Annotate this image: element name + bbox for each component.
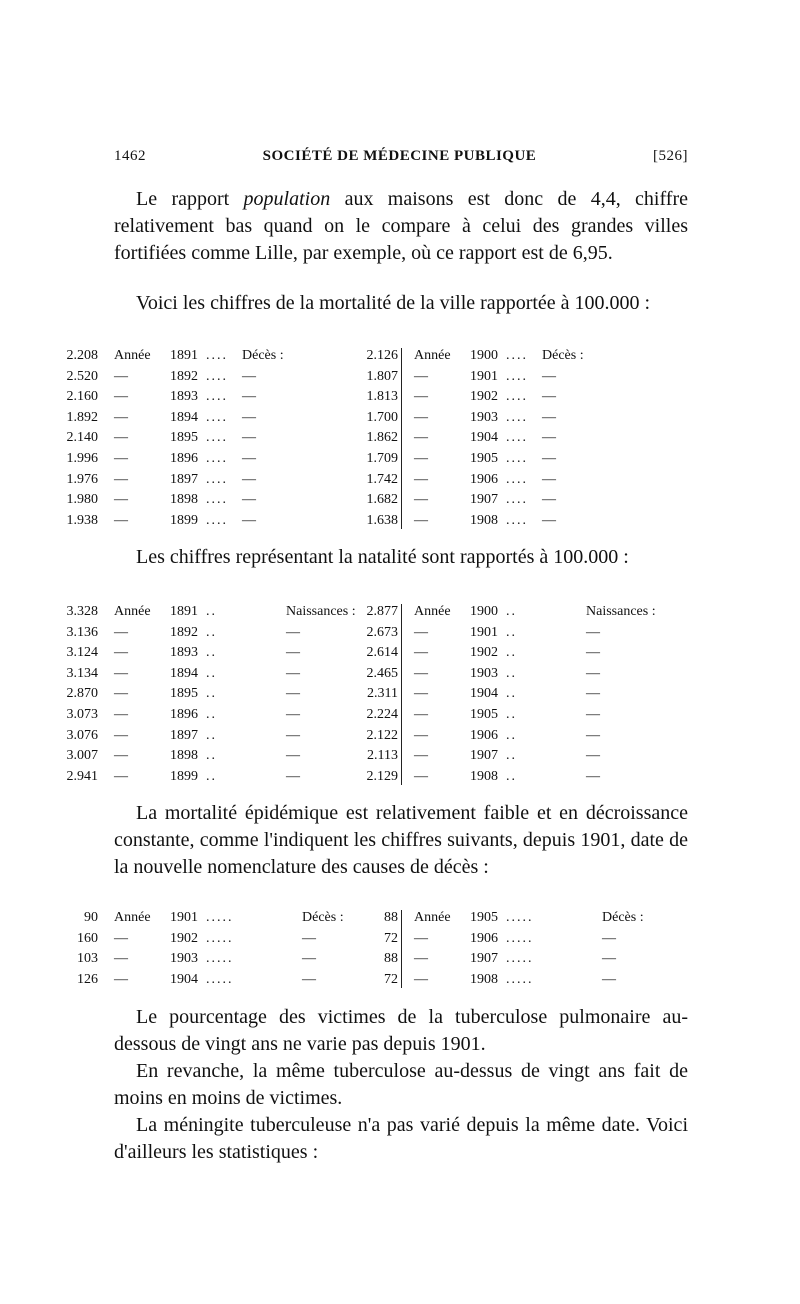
mortality-table [66, 346, 690, 532]
row-value: 3.073 [66, 706, 98, 722]
row-value: 3.134 [66, 665, 98, 681]
row-kind: — [542, 368, 556, 384]
leader-dots: ..... [506, 951, 534, 967]
row-kind: — [602, 930, 616, 946]
row-kind: — [242, 450, 256, 466]
row-value: 2.311 [367, 686, 398, 702]
row-label: — [414, 706, 428, 722]
row-label: — [114, 706, 128, 722]
row-kind: Décès : [302, 910, 344, 925]
row-value: 2.140 [66, 430, 98, 446]
epidemic-column-divider [401, 910, 402, 988]
leader-dots: .... [506, 409, 528, 425]
row-kind: — [286, 727, 300, 743]
leader-dots: .... [206, 368, 228, 384]
row-label: — [114, 748, 128, 764]
row-value: 1.980 [66, 492, 98, 508]
row-kind: — [542, 430, 556, 446]
row-year: 1894 [170, 409, 198, 425]
row-kind: — [586, 624, 600, 640]
row-kind: — [302, 951, 316, 967]
leader-dots: .. [206, 748, 217, 764]
row-kind: — [542, 471, 556, 487]
row-label: — [114, 389, 128, 405]
paragraph-mortality-intro: Voici les chiffres de la mortalité de la ville rapportée à 100.000 : [136, 292, 651, 314]
row-kind: — [286, 686, 300, 702]
row-value: 2.122 [366, 727, 398, 743]
row-kind: — [242, 389, 256, 405]
leader-dots: .... [206, 409, 228, 425]
leader-dots: .. [506, 665, 517, 681]
row-year: 1907 [470, 951, 498, 967]
row-year: 1903 [470, 409, 498, 425]
row-year: 1902 [470, 389, 498, 405]
row-year: 1900 [470, 348, 498, 363]
row-label: — [414, 368, 428, 384]
row-year: 1904 [470, 686, 498, 702]
row-label: — [114, 430, 128, 446]
leader-dots: .. [506, 645, 517, 661]
leader-dots: .... [506, 348, 528, 363]
leader-dots: .... [206, 450, 228, 466]
row-value: 2.129 [366, 768, 398, 784]
row-kind: — [586, 748, 600, 764]
row-year: 1901 [470, 624, 498, 640]
leader-dots: .. [506, 624, 517, 640]
leader-dots: ..... [206, 930, 234, 946]
row-value: 1.638 [366, 512, 398, 528]
row-value: 1.700 [366, 409, 398, 425]
row-kind: — [242, 430, 256, 446]
p1-rest: aux maisons est donc de 4,4, chiffre relativement bas quand on le compare à celui des grandes villes fortifiées comme Lille, par exemple, où ce rapport est de 6,95. [114, 188, 688, 264]
row-value: 2.614 [366, 645, 398, 661]
row-year: 1891 [170, 348, 198, 363]
row-year: 1903 [170, 951, 198, 967]
row-kind: — [542, 492, 556, 508]
row-value: 2.870 [66, 686, 98, 702]
leader-dots: ..... [506, 930, 534, 946]
row-year: 1899 [170, 768, 198, 784]
leader-dots: .... [206, 389, 228, 405]
leader-dots: .... [206, 492, 228, 508]
page-number: 1462 [114, 148, 146, 164]
row-year: 1907 [470, 748, 498, 764]
leader-dots: .. [506, 604, 517, 619]
paragraph-population-ratio [114, 186, 688, 267]
row-value: 160 [77, 930, 98, 946]
leader-dots: ..... [506, 910, 534, 925]
paragraph-epidemic-mortality: La mortalité épidémique est relativement faible et en décroissance constante, comme l'indiquent les chiffres suivants, depuis 1901, date de la nouvelle nomenclature des causes de décès : [114, 802, 688, 878]
row-year: 1897 [170, 727, 198, 743]
row-kind: — [586, 727, 600, 743]
row-kind: — [242, 368, 256, 384]
row-year: 1891 [170, 604, 198, 619]
row-kind: — [586, 665, 600, 681]
leader-dots: .... [506, 389, 528, 405]
row-year: 1895 [170, 430, 198, 446]
row-year: 1901 [470, 368, 498, 384]
paragraph-tubercular-meningitis: La méningite tuberculeuse n'a pas varié depuis la même date. Voici d'ailleurs les statistiques : [114, 1114, 688, 1163]
row-value: 2.160 [66, 389, 98, 405]
row-label: Année [414, 910, 451, 925]
leader-dots: .. [206, 624, 217, 640]
row-label: Année [114, 348, 151, 363]
leader-dots: .. [206, 686, 217, 702]
row-kind: — [242, 409, 256, 425]
row-value: 3.136 [66, 624, 98, 640]
row-year: 1899 [170, 512, 198, 528]
row-kind: Naissances : [286, 604, 356, 619]
row-label: — [414, 409, 428, 425]
row-kind: — [586, 686, 600, 702]
row-value: 2.113 [367, 748, 398, 764]
row-kind: — [602, 971, 616, 987]
row-label: — [414, 748, 428, 764]
row-year: 1906 [470, 930, 498, 946]
leader-dots: .. [506, 727, 517, 743]
leader-dots: .. [506, 748, 517, 764]
paragraph-tuberculosis-under-twenty: Le pourcentage des victimes de la tuberculose pulmonaire au-dessous de vingt ans ne varie pas depuis 1901. [114, 1006, 688, 1055]
row-label: — [114, 971, 128, 987]
row-label: — [414, 665, 428, 681]
p1-lead: Le rapport [136, 188, 244, 210]
leader-dots: .. [206, 727, 217, 743]
row-year: 1908 [470, 768, 498, 784]
row-year: 1897 [170, 471, 198, 487]
row-label: — [414, 727, 428, 743]
row-label: — [414, 645, 428, 661]
row-year: 1895 [170, 686, 198, 702]
row-year: 1905 [470, 706, 498, 722]
natality-column-divider [401, 604, 402, 785]
row-value: 3.124 [66, 645, 98, 661]
row-kind: — [542, 409, 556, 425]
leader-dots: .... [506, 368, 528, 384]
row-label: — [414, 686, 428, 702]
leader-dots: .... [506, 492, 528, 508]
row-year: 1901 [170, 910, 198, 925]
row-year: 1906 [470, 727, 498, 743]
natality-table [66, 602, 690, 788]
row-kind: — [286, 624, 300, 640]
leader-dots: .... [506, 430, 528, 446]
row-value: 2.520 [66, 368, 98, 384]
row-value: 1.862 [366, 430, 398, 446]
row-label: — [114, 768, 128, 784]
running-header [114, 148, 688, 165]
row-value: 72 [384, 930, 398, 946]
row-value: 2.126 [366, 348, 398, 363]
row-kind: — [302, 971, 316, 987]
row-kind: — [286, 768, 300, 784]
row-kind: — [586, 706, 600, 722]
leader-dots: ..... [206, 910, 234, 925]
journal-title: SOCIÉTÉ DE MÉDECINE PUBLIQUE [262, 148, 537, 164]
row-kind: — [286, 706, 300, 722]
row-kind: — [286, 748, 300, 764]
row-label: — [414, 389, 428, 405]
row-kind: — [242, 492, 256, 508]
row-year: 1908 [470, 512, 498, 528]
row-label: Année [114, 910, 151, 925]
row-year: 1900 [470, 604, 498, 619]
row-year: 1893 [170, 389, 198, 405]
leader-dots: .. [206, 645, 217, 661]
leader-dots: .... [206, 430, 228, 446]
paragraph-tuberculosis-over-twenty: En revanche, la même tuberculose au-dessus de vingt ans fait de moins en moins de victimes. [114, 1060, 688, 1109]
mortality-column-divider [401, 348, 402, 529]
row-year: 1892 [170, 368, 198, 384]
leader-dots: .. [206, 604, 217, 619]
p1-italic: population [243, 188, 331, 210]
row-label: — [414, 624, 428, 640]
row-value: 1.709 [366, 450, 398, 466]
row-year: 1907 [470, 492, 498, 508]
leader-dots: .... [206, 348, 228, 363]
row-year: 1893 [170, 645, 198, 661]
row-label: — [414, 492, 428, 508]
row-value: 126 [77, 971, 98, 987]
row-kind: Décès : [542, 348, 584, 363]
row-label: — [114, 686, 128, 702]
row-year: 1892 [170, 624, 198, 640]
row-value: 3.076 [66, 727, 98, 743]
row-label: Année [114, 604, 151, 619]
row-year: 1904 [170, 971, 198, 987]
row-label: — [114, 645, 128, 661]
row-kind: — [602, 951, 616, 967]
row-value: 2.465 [366, 665, 398, 681]
leader-dots: .... [506, 450, 528, 466]
row-value: 2.673 [366, 624, 398, 640]
row-year: 1898 [170, 492, 198, 508]
row-year: 1902 [170, 930, 198, 946]
row-label: — [414, 512, 428, 528]
row-label: — [114, 368, 128, 384]
row-year: 1894 [170, 665, 198, 681]
row-value: 88 [384, 951, 398, 967]
row-year: 1906 [470, 471, 498, 487]
row-label: — [114, 727, 128, 743]
row-kind: — [302, 930, 316, 946]
row-kind: — [286, 665, 300, 681]
row-value: 1.807 [366, 368, 398, 384]
row-year: 1903 [470, 665, 498, 681]
row-kind: — [242, 471, 256, 487]
leader-dots: ..... [506, 971, 534, 987]
row-value: 3.328 [66, 604, 98, 619]
leader-dots: .. [206, 665, 217, 681]
row-value: 1.813 [366, 389, 398, 405]
leader-dots: .. [506, 686, 517, 702]
row-label: — [114, 512, 128, 528]
row-label: — [414, 930, 428, 946]
row-label: — [114, 409, 128, 425]
leader-dots: .... [206, 512, 228, 528]
row-label: — [114, 665, 128, 681]
row-kind: — [542, 512, 556, 528]
row-label: — [114, 951, 128, 967]
leader-dots: .. [206, 768, 217, 784]
leader-dots: .. [206, 706, 217, 722]
row-kind: — [542, 450, 556, 466]
row-value: 1.682 [366, 492, 398, 508]
leader-dots: ..... [206, 951, 234, 967]
row-label: Année [414, 348, 451, 363]
row-value: 1.742 [366, 471, 398, 487]
leader-dots: .. [506, 768, 517, 784]
row-value: 2.877 [366, 604, 398, 619]
row-year: 1898 [170, 748, 198, 764]
leader-dots: .... [506, 512, 528, 528]
epidemic-mortality-table [77, 908, 690, 992]
row-value: 1.996 [66, 450, 98, 466]
row-value: 2.208 [66, 348, 98, 363]
row-label: Année [414, 604, 451, 619]
leader-dots: ..... [206, 971, 234, 987]
row-label: — [114, 624, 128, 640]
row-label: — [114, 930, 128, 946]
row-kind: — [242, 512, 256, 528]
bracket-page-number: [526] [652, 148, 688, 164]
row-value: 1.938 [66, 512, 98, 528]
row-label: — [114, 492, 128, 508]
row-value: 2.224 [366, 706, 398, 722]
row-value: 90 [84, 910, 98, 925]
row-value: 1.892 [66, 409, 98, 425]
row-year: 1904 [470, 430, 498, 446]
row-year: 1905 [470, 910, 498, 925]
paragraph-natality-intro: Les chiffres représentant la natalité sont rapportés à 100.000 : [136, 546, 629, 568]
row-kind: — [586, 645, 600, 661]
row-label: — [414, 951, 428, 967]
row-kind: Décès : [242, 348, 284, 363]
row-year: 1896 [170, 706, 198, 722]
row-value: 103 [77, 951, 98, 967]
leader-dots: .... [206, 471, 228, 487]
row-label: — [414, 971, 428, 987]
row-year: 1905 [470, 450, 498, 466]
row-year: 1908 [470, 971, 498, 987]
row-kind: Décès : [602, 910, 644, 925]
row-value: 72 [384, 971, 398, 987]
row-label: — [414, 471, 428, 487]
row-label: — [414, 450, 428, 466]
row-kind: Naissances : [586, 604, 656, 619]
row-label: — [414, 430, 428, 446]
row-year: 1896 [170, 450, 198, 466]
row-value: 1.976 [66, 471, 98, 487]
row-year: 1902 [470, 645, 498, 661]
row-value: 88 [384, 910, 398, 925]
leader-dots: .. [506, 706, 517, 722]
row-label: — [114, 450, 128, 466]
row-label: — [414, 768, 428, 784]
row-kind: — [586, 768, 600, 784]
leader-dots: .... [506, 471, 528, 487]
row-value: 3.007 [66, 748, 98, 764]
row-kind: — [542, 389, 556, 405]
row-value: 2.941 [66, 768, 98, 784]
row-kind: — [286, 645, 300, 661]
row-label: — [114, 471, 128, 487]
